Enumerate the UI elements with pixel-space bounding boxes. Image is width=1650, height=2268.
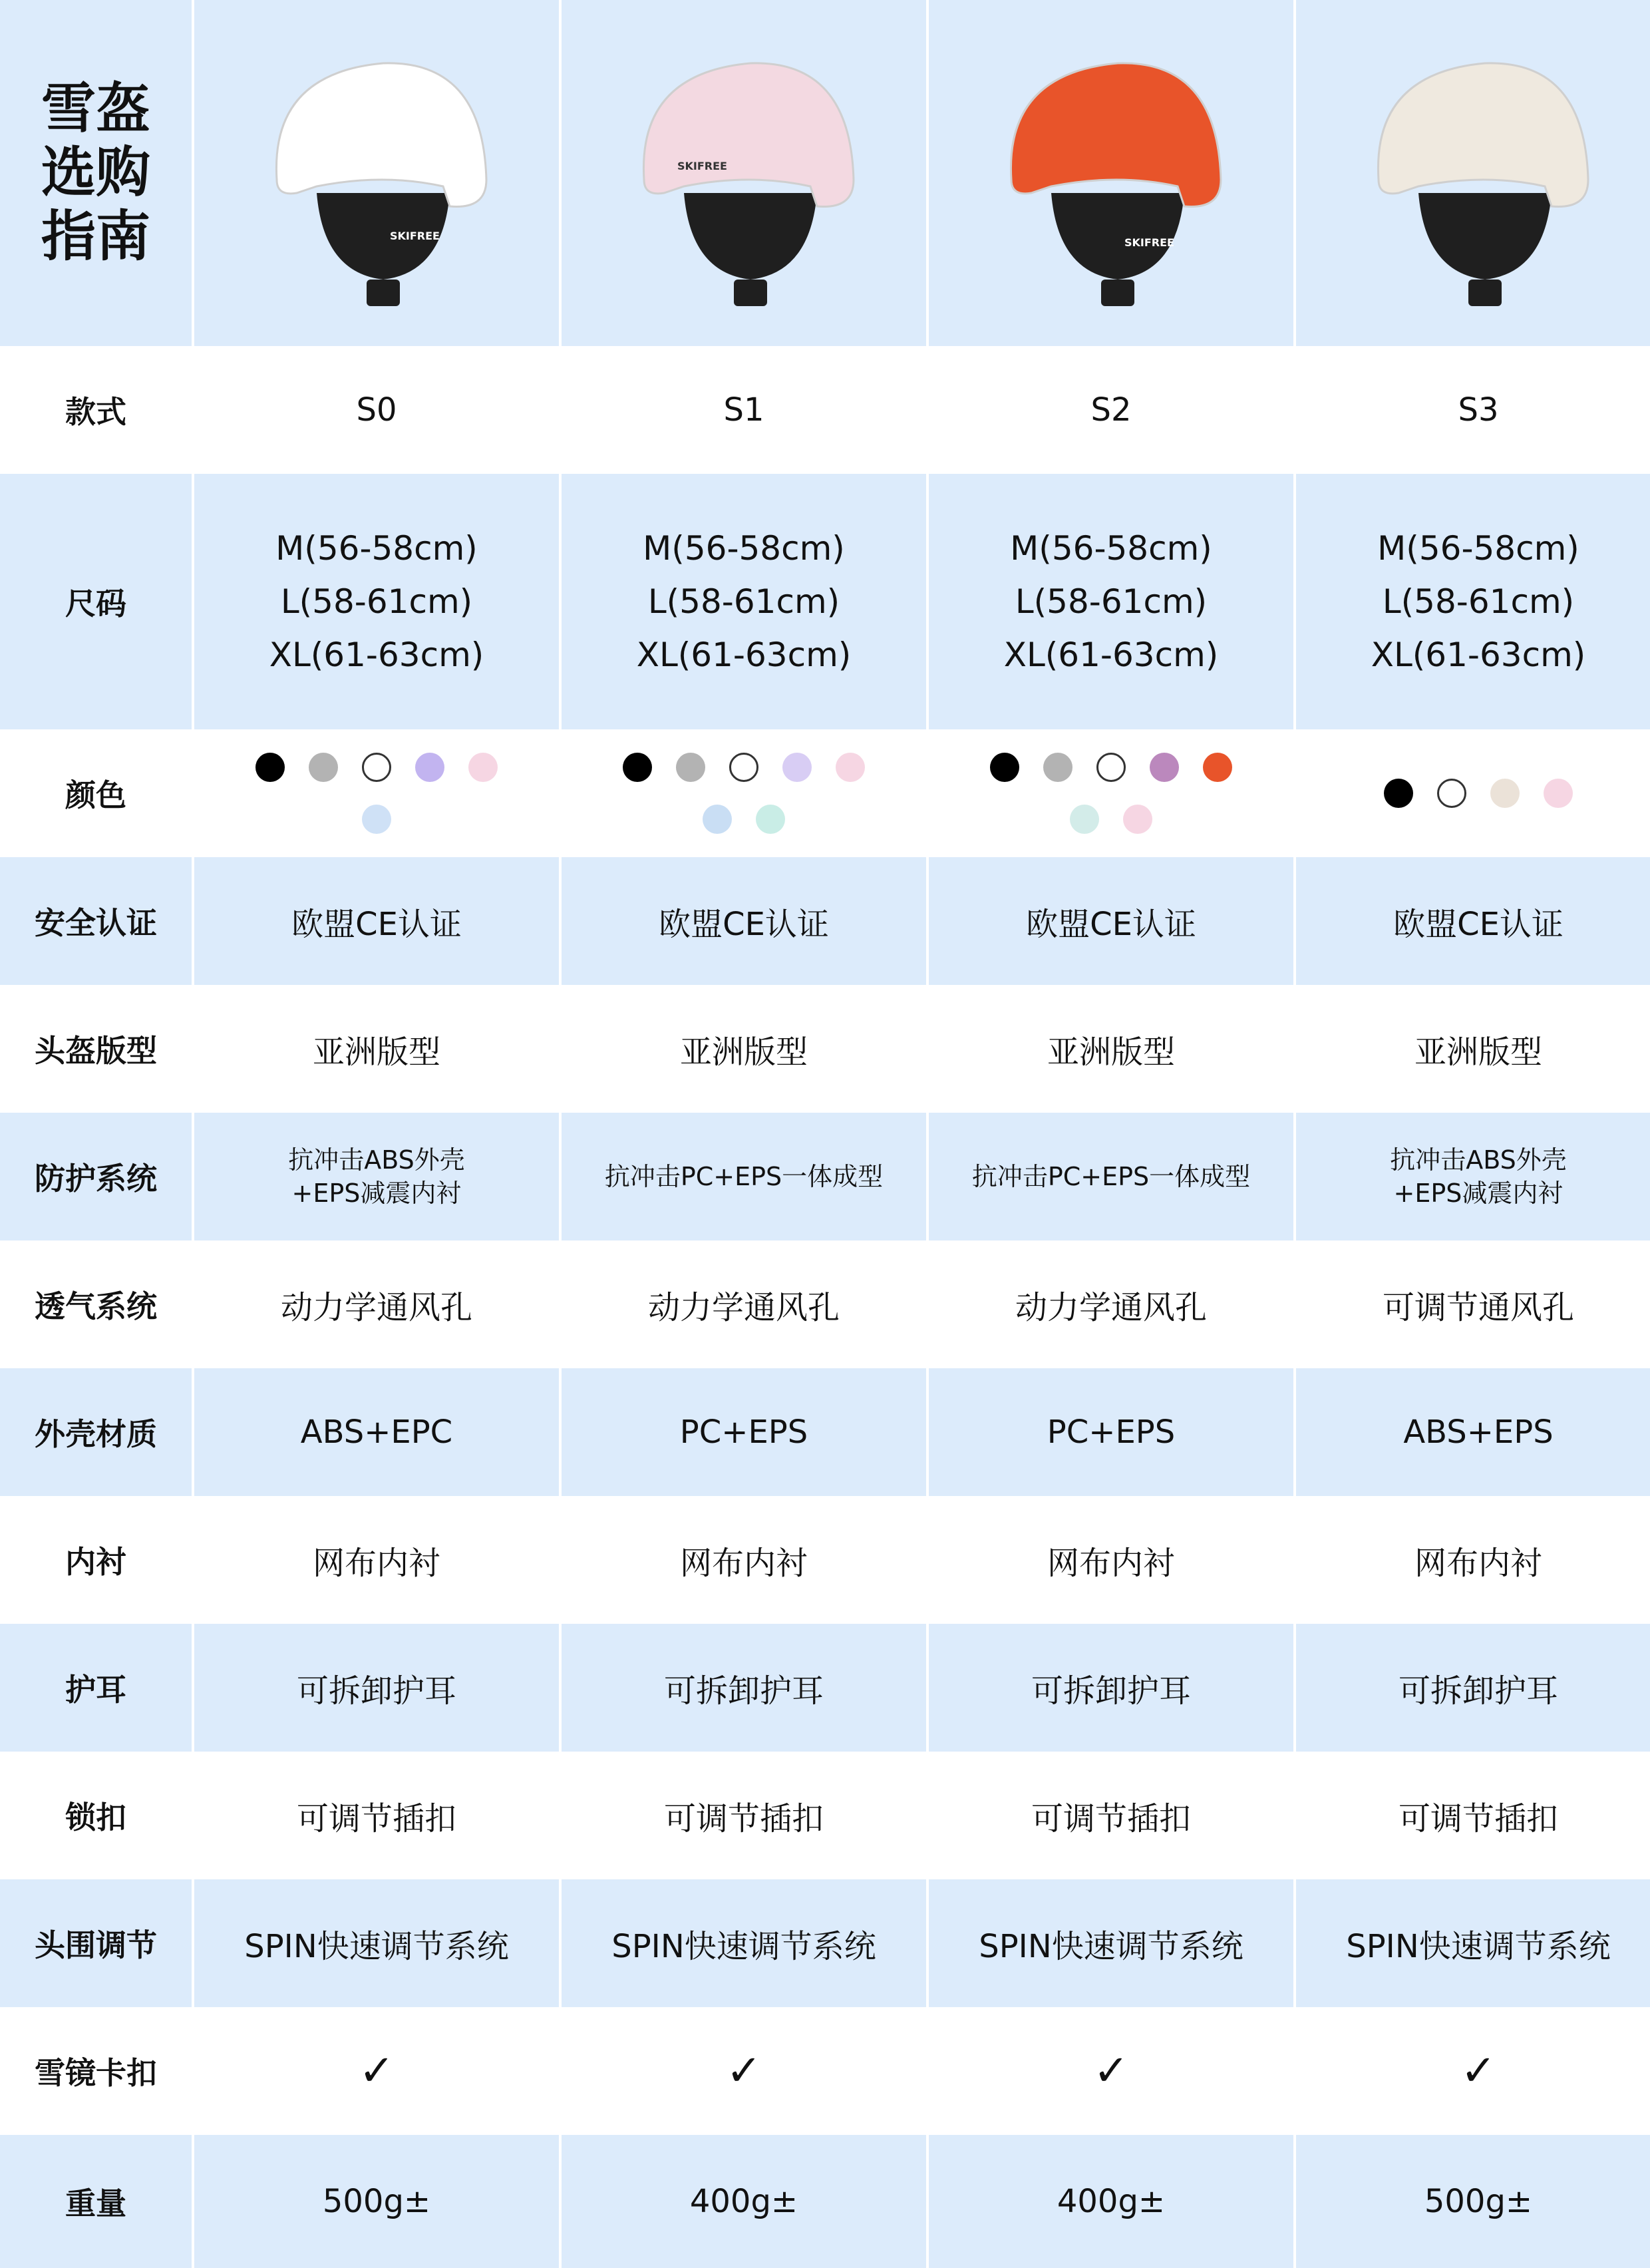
size-option: L(58-61cm) <box>1382 582 1575 621</box>
row-label-lining: 内衬 <box>0 1496 192 1624</box>
shell-material-value: PC+EPS <box>929 1368 1293 1496</box>
row-label-ear-pads: 护耳 <box>0 1624 192 1752</box>
title-line: 指南 <box>41 205 150 268</box>
shell-material-value: PC+EPS <box>562 1368 926 1496</box>
lining-value: 网布内衬 <box>194 1496 559 1624</box>
color-swatch <box>836 753 865 782</box>
lining-value: 网布内衬 <box>562 1496 926 1624</box>
shell-material-value: ABS+EPC <box>194 1368 559 1496</box>
helmet-icon <box>597 27 890 319</box>
style-value: S2 <box>929 346 1293 474</box>
style-value: S0 <box>194 346 559 474</box>
size-option: M(56-58cm) <box>1377 529 1579 568</box>
color-swatch <box>1123 805 1152 834</box>
ventilation-value: 可调节通风孔 <box>1296 1240 1650 1368</box>
row-label-ventilation: 透气系统 <box>0 1240 192 1368</box>
buckle-value: 可调节插扣 <box>194 1752 559 1879</box>
color-swatch <box>623 753 652 782</box>
svg-text:SKIFREE: SKIFREE <box>1124 236 1174 249</box>
color-cell <box>194 729 559 857</box>
row-label-head-adjust: 头围调节 <box>0 1879 192 2007</box>
fit-value: 亚洲版型 <box>929 985 1293 1113</box>
color-swatch <box>309 753 338 782</box>
size-option: XL(61-63cm) <box>636 636 852 674</box>
size-option: L(58-61cm) <box>280 582 473 621</box>
color-swatch <box>362 753 391 782</box>
color-cell <box>1296 729 1650 857</box>
head-adjust-value: SPIN快速调节系统 <box>562 1879 926 2007</box>
protection-value <box>1296 1113 1650 1240</box>
svg-text:SKIFREE: SKIFREE <box>677 160 727 172</box>
row-label-weight: 重量 <box>0 2135 192 2268</box>
protection-line: 抗冲击ABS外壳 <box>288 1145 465 1175</box>
weight-value: 500g± <box>1296 2135 1650 2268</box>
protection-value <box>194 1113 559 1240</box>
weight-value: 400g± <box>929 2135 1293 2268</box>
lining-value: 网布内衬 <box>1296 1496 1650 1624</box>
color-swatch <box>1203 753 1232 782</box>
helmet-icon <box>230 27 523 319</box>
color-swatches <box>604 753 884 834</box>
style-value: S1 <box>562 346 926 474</box>
color-swatch <box>676 753 705 782</box>
row-label-certification: 安全认证 <box>0 857 192 985</box>
color-swatch <box>1544 779 1573 808</box>
color-swatch <box>1384 779 1413 808</box>
row-label-goggle-clip: 雪镜卡扣 <box>0 2007 192 2135</box>
weight-value: 500g± <box>194 2135 559 2268</box>
product-image-s3 <box>1296 0 1650 346</box>
color-swatch <box>729 753 758 782</box>
guide-title <box>0 0 192 346</box>
protection-line: 抗冲击PC+EPS一体成型 <box>971 1162 1251 1191</box>
ear-pads-value: 可拆卸护耳 <box>562 1624 926 1752</box>
size-option: L(58-61cm) <box>1015 582 1208 621</box>
svg-text:SKIFREE: SKIFREE <box>390 230 440 242</box>
head-adjust-value: SPIN快速调节系统 <box>1296 1879 1650 2007</box>
color-cell <box>929 729 1293 857</box>
protection-value <box>929 1113 1293 1240</box>
size-option: L(58-61cm) <box>647 582 840 621</box>
check-icon: ✓ <box>1296 2007 1650 2135</box>
size-option: XL(61-63cm) <box>1003 636 1219 674</box>
protection-value <box>562 1113 926 1240</box>
size-option: M(56-58cm) <box>1010 529 1212 568</box>
product-image-s2 <box>929 0 1293 346</box>
check-icon: ✓ <box>194 2007 559 2135</box>
color-swatch <box>1150 753 1179 782</box>
color-swatches <box>237 753 516 834</box>
color-swatch <box>1490 779 1520 808</box>
color-swatch <box>1096 753 1126 782</box>
protection-line: +EPS减震内衬 <box>1393 1179 1564 1208</box>
certification-value: 欧盟CE认证 <box>194 857 559 985</box>
size-option: XL(61-63cm) <box>1371 636 1586 674</box>
color-swatch <box>1437 779 1466 808</box>
row-label-color: 颜色 <box>0 729 192 857</box>
color-swatches <box>971 753 1251 834</box>
head-adjust-value: SPIN快速调节系统 <box>929 1879 1293 2007</box>
size-cell <box>562 474 926 729</box>
protection-line: 抗冲击PC+EPS一体成型 <box>604 1162 884 1191</box>
weight-value: 400g± <box>562 2135 926 2268</box>
row-label-size: 尺码 <box>0 474 192 729</box>
size-cell <box>194 474 559 729</box>
row-label-style: 款式 <box>0 346 192 474</box>
color-swatch <box>1043 753 1072 782</box>
size-cell <box>929 474 1293 729</box>
row-label-protection: 防护系统 <box>0 1113 192 1240</box>
style-value: S3 <box>1296 346 1650 474</box>
certification-value: 欧盟CE认证 <box>1296 857 1650 985</box>
color-cell <box>562 729 926 857</box>
check-icon: ✓ <box>562 2007 926 2135</box>
color-swatch <box>990 753 1019 782</box>
fit-value: 亚洲版型 <box>562 985 926 1113</box>
ear-pads-value: 可拆卸护耳 <box>929 1624 1293 1752</box>
row-label-buckle: 锁扣 <box>0 1752 192 1879</box>
size-option: XL(61-63cm) <box>269 636 484 674</box>
fit-value: 亚洲版型 <box>1296 985 1650 1113</box>
product-image-s0 <box>194 0 559 346</box>
row-label-shell-material: 外壳材质 <box>0 1368 192 1496</box>
color-swatch <box>415 753 444 782</box>
color-swatch <box>468 753 498 782</box>
color-swatches <box>1339 779 1618 808</box>
title-line: 雪盔 <box>41 77 150 140</box>
ventilation-value: 动力学通风孔 <box>562 1240 926 1368</box>
product-image-s1 <box>562 0 926 346</box>
shell-material-value: ABS+EPS <box>1296 1368 1650 1496</box>
color-swatch <box>703 805 732 834</box>
head-adjust-value: SPIN快速调节系统 <box>194 1879 559 2007</box>
buckle-value: 可调节插扣 <box>562 1752 926 1879</box>
ventilation-value: 动力学通风孔 <box>194 1240 559 1368</box>
helmet-icon <box>1332 27 1625 319</box>
color-swatch <box>255 753 285 782</box>
title-line: 选购 <box>41 141 150 204</box>
certification-value: 欧盟CE认证 <box>562 857 926 985</box>
buckle-value: 可调节插扣 <box>929 1752 1293 1879</box>
ear-pads-value: 可拆卸护耳 <box>1296 1624 1650 1752</box>
helmet-icon <box>965 27 1257 319</box>
protection-line: +EPS减震内衬 <box>291 1179 462 1208</box>
certification-value: 欧盟CE认证 <box>929 857 1293 985</box>
lining-value: 网布内衬 <box>929 1496 1293 1624</box>
ventilation-value: 动力学通风孔 <box>929 1240 1293 1368</box>
color-swatch <box>362 805 391 834</box>
color-swatch <box>782 753 812 782</box>
buckle-value: 可调节插扣 <box>1296 1752 1650 1879</box>
check-icon: ✓ <box>929 2007 1293 2135</box>
fit-value: 亚洲版型 <box>194 985 559 1113</box>
size-cell <box>1296 474 1650 729</box>
color-swatch <box>1070 805 1099 834</box>
size-option: M(56-58cm) <box>275 529 478 568</box>
color-swatch <box>756 805 785 834</box>
size-option: M(56-58cm) <box>643 529 845 568</box>
ear-pads-value: 可拆卸护耳 <box>194 1624 559 1752</box>
row-label-fit: 头盔版型 <box>0 985 192 1113</box>
protection-line: 抗冲击ABS外壳 <box>1390 1145 1567 1175</box>
